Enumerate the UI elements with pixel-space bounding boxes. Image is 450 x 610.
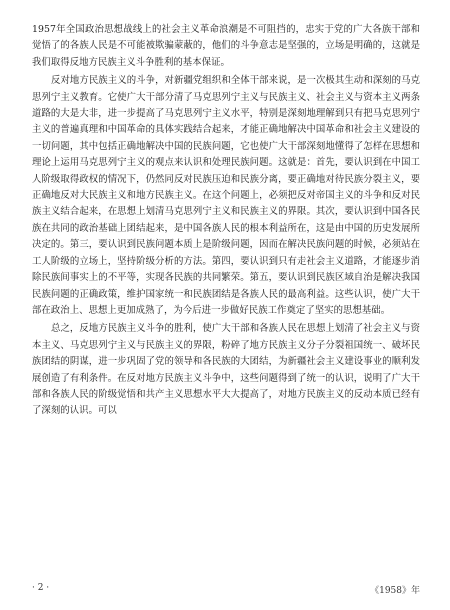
- paragraph-intro: 1957年全国政治思想战线上的社会主义革命浪潮是不可阻挡的，忠实于党的广大各族干部和觉悟了的各族人民是不可能被欺骗蒙蔽的，他们的斗争意志是坚强的，立场是明确的，这就是我们取得反地方民族主义斗争胜利的基本保证。: [32, 24, 420, 68]
- footer-issue-label: 《1958》年: [370, 586, 420, 596]
- page-footer: [32, 583, 420, 596]
- page-number: · 2 ·: [32, 583, 50, 593]
- paragraph-main: 反对地方民族主义的斗争，对新疆党组织和全体干部来说，是一次极其生动和深刻的马克思列宁主义教育。它使广大干部分清了马克思列宁主义与民族主义、社会主义与资本主义两条道路的大是大非，进一步提高了马克思列宁主义水平，特别是深刻地理解到只有把马克思列宁主义的普遍真理和中国革命的具体实践结合起来，才能正确地解决中国革命和社会主义建设的一切问题，其中包括正确地解决中国的民族问题，它也使广大干部深刻地懂得了怎样在思想和理论上运用马克思列宁主义的观点来认识和处理民族问题。这就是：首先，要认识到在中国工人阶级取得政权的情况下，仍然同反对民族压迫和民族分离，要正确地对待民族分裂主义，要正确地反对大民族主义和地方民族主义。在这个问题上，必须把反对帝国主义的斗争和反对民族主义结合起来，在思想上划清马克思列宁主义和民族主义的界限。其次，要认识到中国各民族在共同的政治基础上团结起来，是中国各族人民的根本利益所在，这是由中国的历史发展所决定的。第三，要认识到民族问题本质上是阶级问题，因而在解决民族问题的时候，必须站在工人阶级的立场上，坚持阶级分析的方法。第四，要认识到只有走社会主义道路，才能逐步消除民族间事实上的不平等，实现各民族的共同繁荣。第五，要认识到民族区域自治是解决我国民族问题的正确政策，维护国家统一和民族团结是各族人民的最高利益。这些认识，使广大干部在政治上、思想上更加成熟了，为今后进一步做好民族工作奠定了坚实的思想基础。: [32, 75, 420, 316]
- paragraph-conclusion: 总之，反地方民族主义斗争的胜利，使广大干部和各族人民在思想上划清了社会主义与资本主义、马克思列宁主义与民族主义的界限，粉碎了地方民族主义分子分裂祖国统一、破坏民族团结的阴谋，进一步巩固了党的领导和各民族的大团结，为新疆社会主义建设事业的顺利发展创造了有利条件。在反对地方民族主义斗争中，这些问题得到了统一的认识，说明了广大干部和各族人民的阶级觉悟和共产主义思想水平大大提高了，对地方民族主义的反动本质已经有了深刻的认识。可以: [32, 323, 420, 417]
- document-body: [32, 22, 420, 420]
